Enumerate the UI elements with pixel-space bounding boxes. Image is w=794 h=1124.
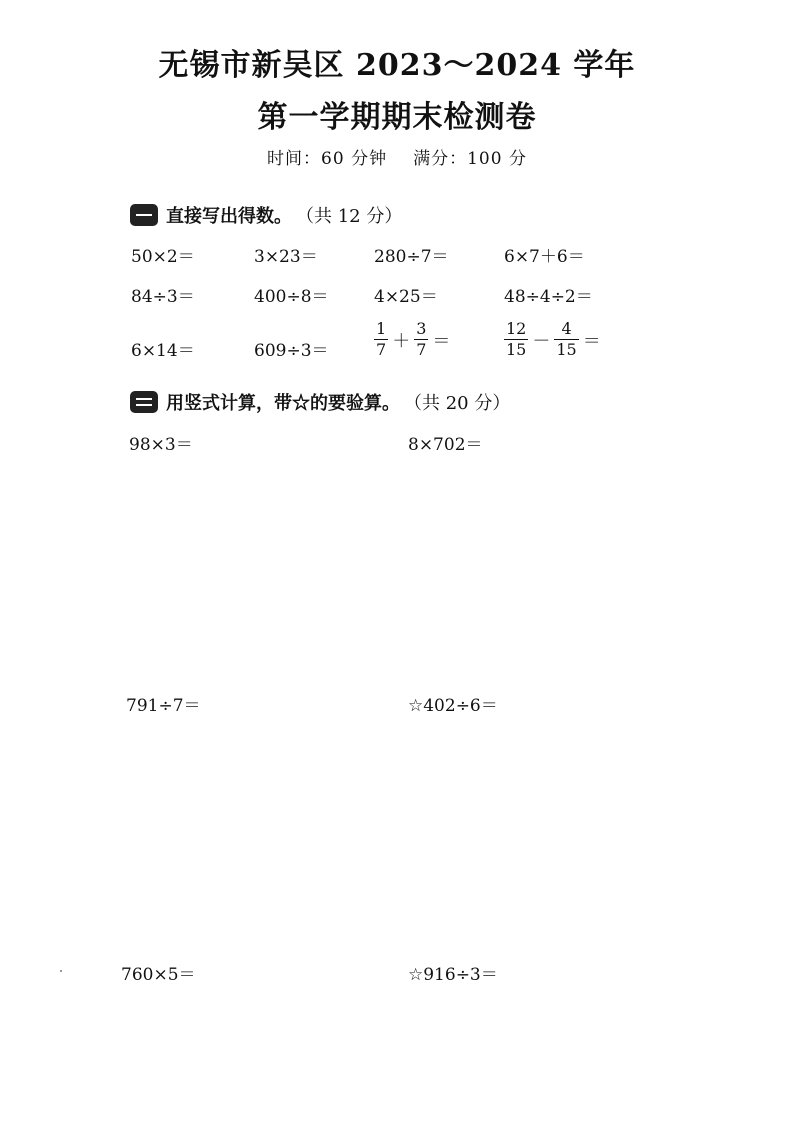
section-2-points: （共 20 分） <box>404 393 511 414</box>
operator: － <box>532 330 551 352</box>
mental-problem-4: 6×7＋6＝ <box>504 247 585 267</box>
operator: ＋ <box>392 330 411 352</box>
mental-problem-11 <box>372 320 452 359</box>
fraction-numerator: 4 <box>561 319 572 338</box>
section-1-points: （共 12 分） <box>296 206 403 227</box>
mental-problem-5: 84÷3＝ <box>131 287 195 307</box>
mental-problem-10: 609÷3＝ <box>254 341 329 361</box>
title-line-2: 第一学期期末检测卷 <box>257 100 537 135</box>
vertical-problem-5: 760×5＝ <box>121 965 196 985</box>
fraction-denominator: 15 <box>506 340 527 359</box>
mental-problem-8: 48÷4÷2＝ <box>504 287 593 307</box>
mental-problem-3: 280÷7＝ <box>374 247 449 267</box>
title-line-1: 无锡市新吴区 2023～2024 学年 <box>158 48 636 83</box>
scan-speck <box>60 970 62 972</box>
time-limit: 时间：60 分钟 <box>267 149 388 169</box>
section-number-two-icon <box>130 391 158 413</box>
section-number-one-icon <box>130 204 158 226</box>
mental-problem-6: 400÷8＝ <box>254 287 329 307</box>
fraction-4-15 <box>554 320 578 359</box>
section-1-heading <box>130 202 402 228</box>
vertical-problem-3: 791÷7＝ <box>126 696 201 716</box>
mental-problem-2: 3×23＝ <box>254 247 318 267</box>
vertical-problem-2: 8×702＝ <box>408 435 483 455</box>
equals-sign: ＝ <box>432 330 451 352</box>
mental-problem-1: 50×2＝ <box>131 247 195 267</box>
vertical-problem-6: ☆916÷3＝ <box>408 965 498 985</box>
mental-problem-7: 4×25＝ <box>374 287 438 307</box>
fraction-denominator: 7 <box>416 340 427 359</box>
equals-sign: ＝ <box>582 330 601 352</box>
mental-problem-9: 6×14＝ <box>131 341 195 361</box>
full-score: 满分：100 分 <box>413 149 527 169</box>
fraction-1-7 <box>374 320 388 359</box>
section-2-title: 用竖式计算，带☆的要验算。 <box>166 393 400 414</box>
fraction-12-15 <box>504 320 528 359</box>
fraction-3-7 <box>414 320 428 359</box>
mental-problem-12 <box>502 320 603 359</box>
exam-meta <box>0 144 794 169</box>
fraction-denominator: 7 <box>376 340 387 359</box>
vertical-problem-1: 98×3＝ <box>129 435 193 455</box>
fraction-numerator: 12 <box>506 319 527 338</box>
fraction-numerator: 3 <box>416 319 427 338</box>
vertical-problem-4: ☆402÷6＝ <box>408 696 498 716</box>
section-2-heading <box>130 389 510 415</box>
fraction-denominator: 15 <box>556 340 577 359</box>
section-1-title: 直接写出得数。 <box>166 206 292 227</box>
fraction-numerator: 1 <box>376 319 387 338</box>
